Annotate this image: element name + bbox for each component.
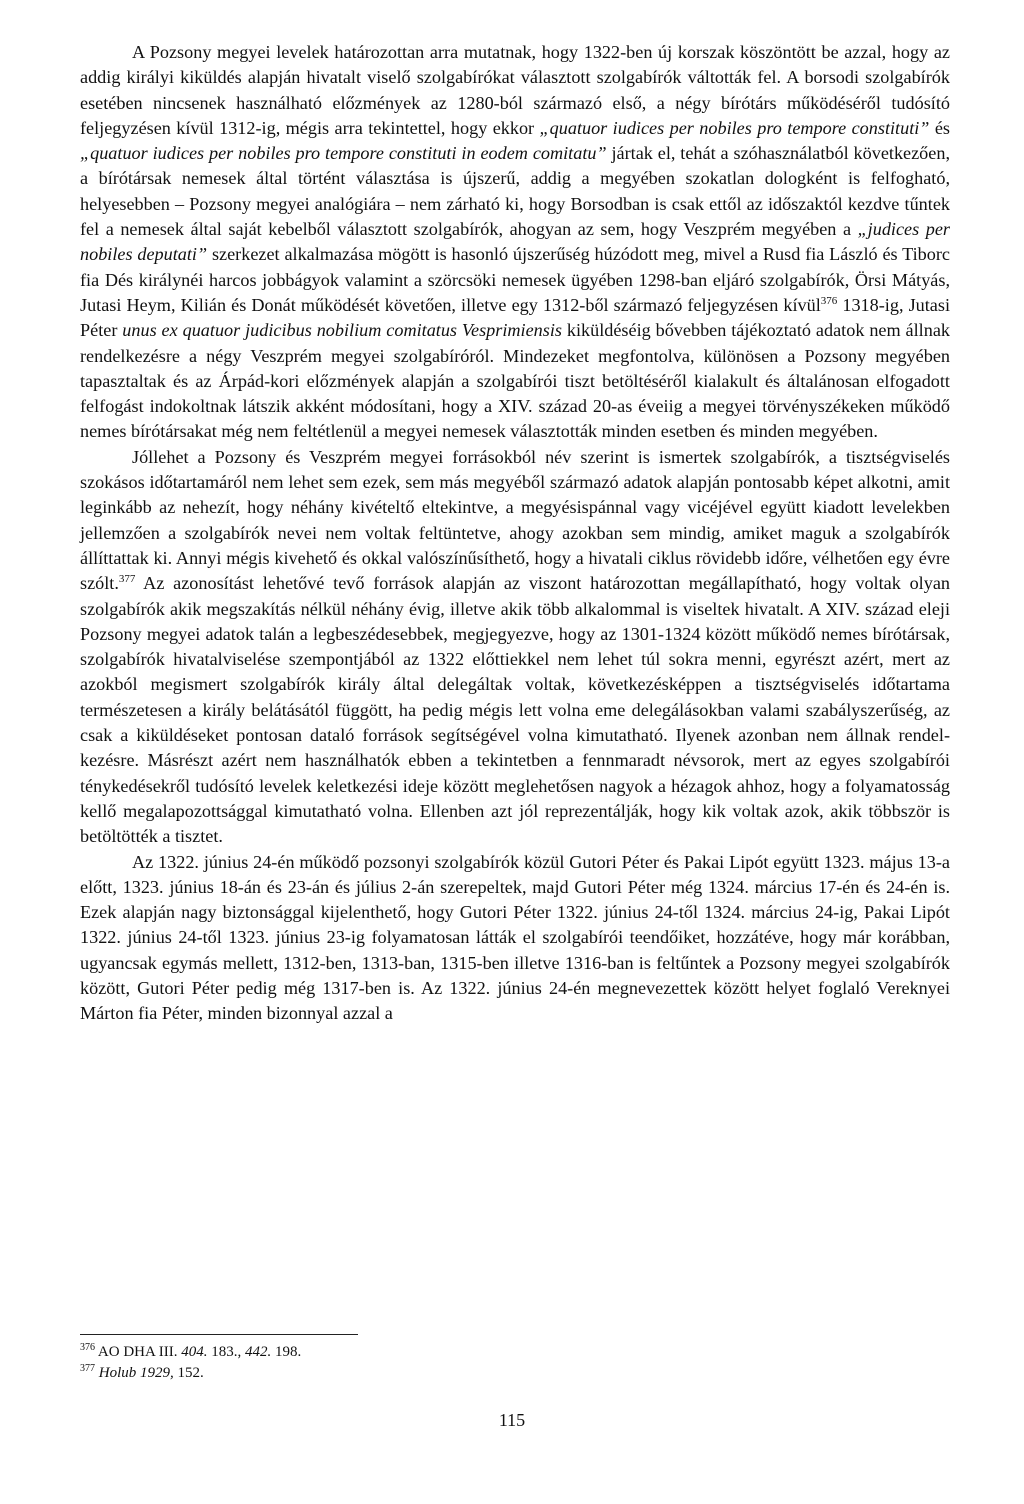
footnote-marker: 376 xyxy=(820,294,838,307)
footnote-marker: 377 xyxy=(80,1363,95,1374)
text-run: és xyxy=(929,117,950,138)
text-run: 1318-ig, Jutasi Péter xyxy=(80,294,950,341)
paragraph-2 xyxy=(80,445,950,850)
footnote-377 xyxy=(80,1363,680,1384)
italic-text: Holub 1929, xyxy=(98,1365,174,1381)
paragraph-1 xyxy=(80,40,950,445)
italic-text: „quatuor iudices per nobiles pro tempore constituti” xyxy=(539,117,930,138)
text-run: Jóllehet a Pozsony és Veszprém megyei forrásokból név szerint is ismertek szolgabírók, a tisztségviselés szokásos időtartamáról nem lehet sem ezek, sem más megyéből származó adatok alapján pontosabb képet alkotni, amit leginkább az nehezít, hogy néhány kivételtő eltekintve, a megyésispánnal vagy vicéjével együtt kiadott levelekben jellemzően a szolgabírók nevei nem voltak feltüntetve, ahogy azokban sem mindig, amiket maguk a szolgabírók állíttattak ki. Annyi mégis kivehető és okkal valószínűsíthető, hogy a hivatali ciklus rövidebb időre, vélhetően egy évre szólt. xyxy=(80,446,950,594)
footnotes xyxy=(80,1342,680,1384)
italic-text: „judices per nobiles deputati” xyxy=(80,219,950,265)
text-run: Az 1322. június 24-én működő pozsonyi szolgabírók közül Gutori Péter és Pakai Lipót együtt 1323. május 13-a előtt, 1323. június 18-án és 23-án és július 2-án szerepeltek, majd Gutori Péter még 1324. március 17-én és 24-én is. Ezek alapján nagy biztonsággal kijelenthető, hogy Gutori Péter 1322. június 24-től 1324. március 24-ig, Pakai Lipót 1322. június 24-től 1323. június 23-ig folyamatosan látták el szolgabírói teendőiket, hozzátéve, hogy már korábban, ugyancsak egymás mellett, 1312-ben, 1313-ban, 1315-ben illetve 1316-ban is feltűntek a Pozsony megyei szolgabírók között, Gutori Péter pedig még 1317-ben is. Az 1322. június 24-én megnevezettek között helyet foglaló Vereknyei Márton fia Péter, minden bizonnyal azzal a xyxy=(80,851,950,1024)
page-number: 115 xyxy=(498,1410,526,1430)
text-run: Az azonosítást lehetővé tevő források alapján az viszont határozottan megállapítható, hogy voltak olyan szolgabírók akik megszakítás nélkül néhány évig, illetve akik több alkalommal is viseltek hivatalt. A XIV. század eleji Pozsony megyei adatok talán a legbeszédesebbek, megjegyezve, hogy az 1301-1324 között működő nemes bírótársak, szolgabírók hivatalviselése szempontjából az 1322 előttiekkel nem lehet túl sokra menni, egyrészt azért, mert az azokból megismert szolgabírók király által delegáltak voltak, következésképpen a tisztségviselés időtartama természetesen a király belátásától függött, ha pedig mégis lett volna eme delegálásokban valami szabályszerűség, az csak a kiküldéseket pontosan dataló források segítségével volna kimutatható. Ilyenek azonban nem állnak rendelkezésre. Másrészt azért nem használhatók ebben a tekintetben a fennmaradt névsorok, mert az egyes szolgabírói ténykedésekről tudósító levelek keletkezési ideje között meglehetősen nagyok a hézagok ahhoz, hogy a folyamatosság kellő megalapozottsággal kimutatható volna. Ellenben azt jól reprezentálják, hogy kik voltak azok, akik többször is betöltötték a tisztet. xyxy=(80,573,950,847)
text-run: kiküldéséig bővebben tájékoztató adatok nem állnak rendelkezésre a négy Veszprém megyei szolgabíróról. Mindezeket megfontolva, különösen a Pozsony megyében tapasztaltak és az Árpád-kori előzmények alapján a szolgabírói tiszt betöltéséről kialakult és általánosan elfogadott felfogást indokoltnak látszik akként módosítani, hogy a XIV. század 20-as éveiig a megyei törvényszékeken működő nemes bírótársakat még nem feltétlenül a megyei nemesek választották minden esetben és minden megyében. xyxy=(80,320,950,442)
footnote-separator xyxy=(80,1334,358,1335)
body-text xyxy=(80,40,950,1027)
text-run: AO DHA III. xyxy=(95,1344,182,1360)
text-run: 183., xyxy=(207,1344,245,1360)
footnote-marker: 376 xyxy=(80,1342,95,1353)
italic-text: 404. xyxy=(181,1344,208,1360)
footnote-376 xyxy=(80,1342,680,1363)
paragraph-3 xyxy=(80,850,950,1027)
italic-text: „quatuor iudices per nobiles pro tempore constituti in eodem comitatu” xyxy=(80,143,607,164)
text-run: szerkezet alkalmazása mögött is hasonló újszerűség húzódott meg, mivel a Rusd fia László és Tiborc fia Dés királynéi harcos jobbágyok valamint a szörcsöki nemesek ügyében 1298-ban eljáró szolgabírók, Örsi Mátyás, Jutasi Heym, Kilián és Donát működését követően, illetve egy 1312-ből származó feljegyzésen kívül xyxy=(80,244,950,315)
italic-text: unus ex quatuor judicibus nobilium comitatus Vesprimiensis xyxy=(122,320,562,341)
text-run: jártak el, tehát a szóhasználatból következően, a bírótársak nemesek által történt választása is újszerű, addig a megyében szokatlan dologként is felfogható, helyesebben – Pozsony megyei analógiára – nem zárható ki, hogy Borsodban is csak ettől az időszaktól kezdve tűntek fel a nemesek által saját kebelből választott szolgabírók, ahogyan az sem, hogy Veszprém megyében a xyxy=(80,143,950,240)
text-run: 152. xyxy=(173,1365,204,1381)
footnote-marker: 377 xyxy=(118,573,136,586)
text-run: A Pozsony megyei levelek határozottan arra mutatnak, hogy 1322-ben új korszak köszöntött be azzal, hogy az addig királyi kiküldés alapján hivatalt viselő szolgabírókat választott szolgabírók váltották fel. A borsodi szolgabírók esetében nincsenek használható előzmények az 1280-ból származó első, a négy bírótárs működéséről tudósító feljegyzésen kívül 1312-ig, mégis arra tekintettel, hogy ekkor xyxy=(80,42,950,138)
italic-text: 442. xyxy=(245,1344,272,1360)
text-run: 198. xyxy=(271,1344,302,1360)
